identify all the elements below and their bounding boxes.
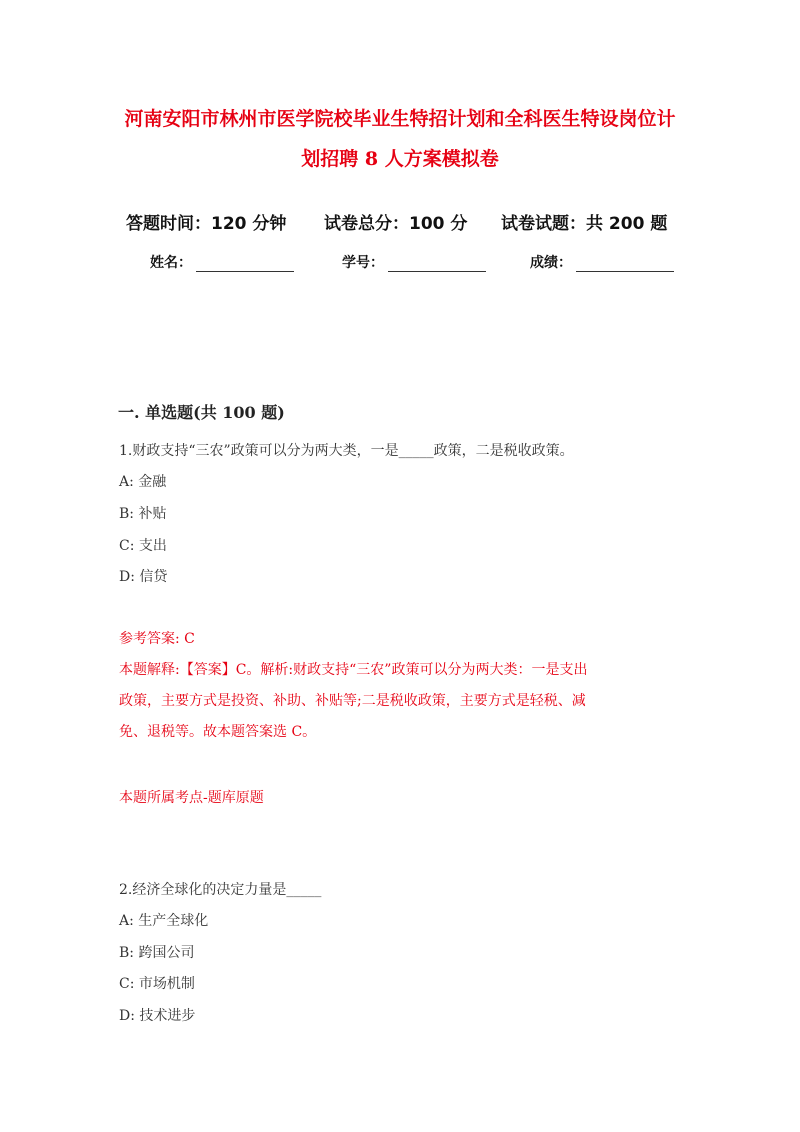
option-c: C: 市场机制 [119,976,195,992]
option-a: A: 生产全球化 [119,913,209,929]
student-id-blank[interactable] [388,257,486,272]
option-d: D: 技术进步 [119,1008,196,1024]
explanation-line: 免、退税等。故本题答案选 C。 [119,724,317,740]
grade-label: 成绩： [530,255,572,271]
question-stem: 1.财政支持“三农”政策可以分为两大类，一是_____政策，二是税收政策。 [119,443,574,459]
student-id-field[interactable] [342,252,486,272]
exam-meta [126,209,686,234]
name-blank[interactable] [196,257,294,272]
exam-time: 答题时间：120 分钟 [126,214,287,234]
grade-blank[interactable] [576,257,674,272]
grade-field[interactable] [530,252,674,272]
name-label: 姓名： [150,255,192,271]
exam-total-score: 试卷总分：100 分 [324,214,468,234]
option-a: A: 金融 [119,474,167,490]
option-d: D: 信贷 [119,569,168,585]
option-b: B: 补贴 [119,506,167,522]
explanation-line: 本题解释:【答案】C。解析:财政支持“三农”政策可以分为两大类：一是支出 [119,662,588,678]
name-field[interactable] [150,252,294,272]
reference-answer: 参考答案: C [119,631,195,647]
question-source: 本题所属考点-题库原题 [119,790,264,806]
explanation-line: 政策，主要方式是投资、补助、补贴等;二是税收政策，主要方式是轻税、减 [119,693,586,709]
option-c: C: 支出 [119,538,167,554]
section-heading: 一. 单选题(共 100 题) [118,403,285,422]
question-stem: 2.经济全球化的决定力量是_____ [119,882,322,898]
exam-title-line-1: 河南安阳市林州市医学院校毕业生特招计划和全科医生特设岗位计 [124,108,676,130]
exam-question-count: 试卷试题：共 200 题 [501,214,668,234]
option-b: B: 跨国公司 [119,945,195,961]
student-id-label: 学号： [342,255,384,271]
exam-title-line-2: 划招聘 8 人方案模拟卷 [301,148,499,170]
